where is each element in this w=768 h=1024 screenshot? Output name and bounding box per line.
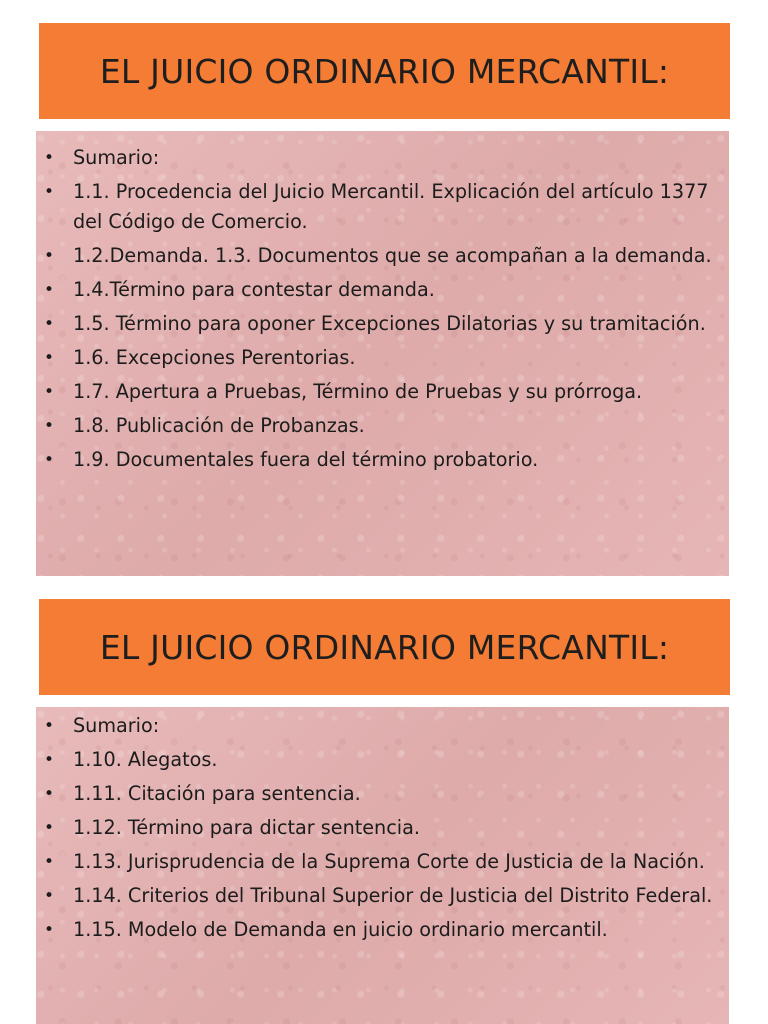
list-item: • 1.1. Procedencia del Juicio Mercantil. Explicación del artículo 1377 del Código de Comercio. [36, 177, 729, 237]
list-item: • 1.7. Apertura a Pruebas, Término de Pruebas y su prórroga. [36, 377, 729, 407]
list-item: • 1.8. Publicación de Probanzas. [36, 411, 729, 441]
list-item: • Sumario: [36, 143, 729, 173]
list-item: • 1.14. Criterios del Tribunal Superior de Justicia del Distrito Federal. [36, 881, 729, 911]
slide-1-title-bar [39, 23, 730, 119]
slide-1-title: EL JUICIO ORDINARIO MERCANTIL: [99, 51, 670, 91]
list-item: • 1.6. Excepciones Perentorias. [36, 343, 729, 373]
slide-1-list [36, 143, 729, 479]
slide-1-content-box [36, 131, 729, 576]
slide-2-content-box [36, 707, 729, 1024]
list-item: • 1.12. Término para dictar sentencia. [36, 813, 729, 843]
list-item: • 1.2.Demanda. 1.3. Documentos que se acompañan a la demanda. [36, 241, 729, 271]
list-item: • Sumario: [36, 711, 729, 741]
list-item: • 1.13. Jurisprudencia de la Suprema Corte de Justicia de la Nación. [36, 847, 729, 877]
list-item: • 1.10. Alegatos. [36, 745, 729, 775]
list-item: • 1.11. Citación para sentencia. [36, 779, 729, 809]
list-item: • 1.4.Término para contestar demanda. [36, 275, 729, 305]
list-item: • 1.9. Documentales fuera del término probatorio. [36, 445, 729, 475]
list-item: • 1.5. Término para oponer Excepciones Dilatorias y su tramitación. [36, 309, 729, 339]
list-item: • 1.15. Modelo de Demanda en juicio ordinario mercantil. [36, 915, 729, 945]
slide-2-title-bar [39, 599, 730, 695]
slide-2-title: EL JUICIO ORDINARIO MERCANTIL: [99, 627, 670, 667]
slide-2-list [36, 711, 729, 949]
